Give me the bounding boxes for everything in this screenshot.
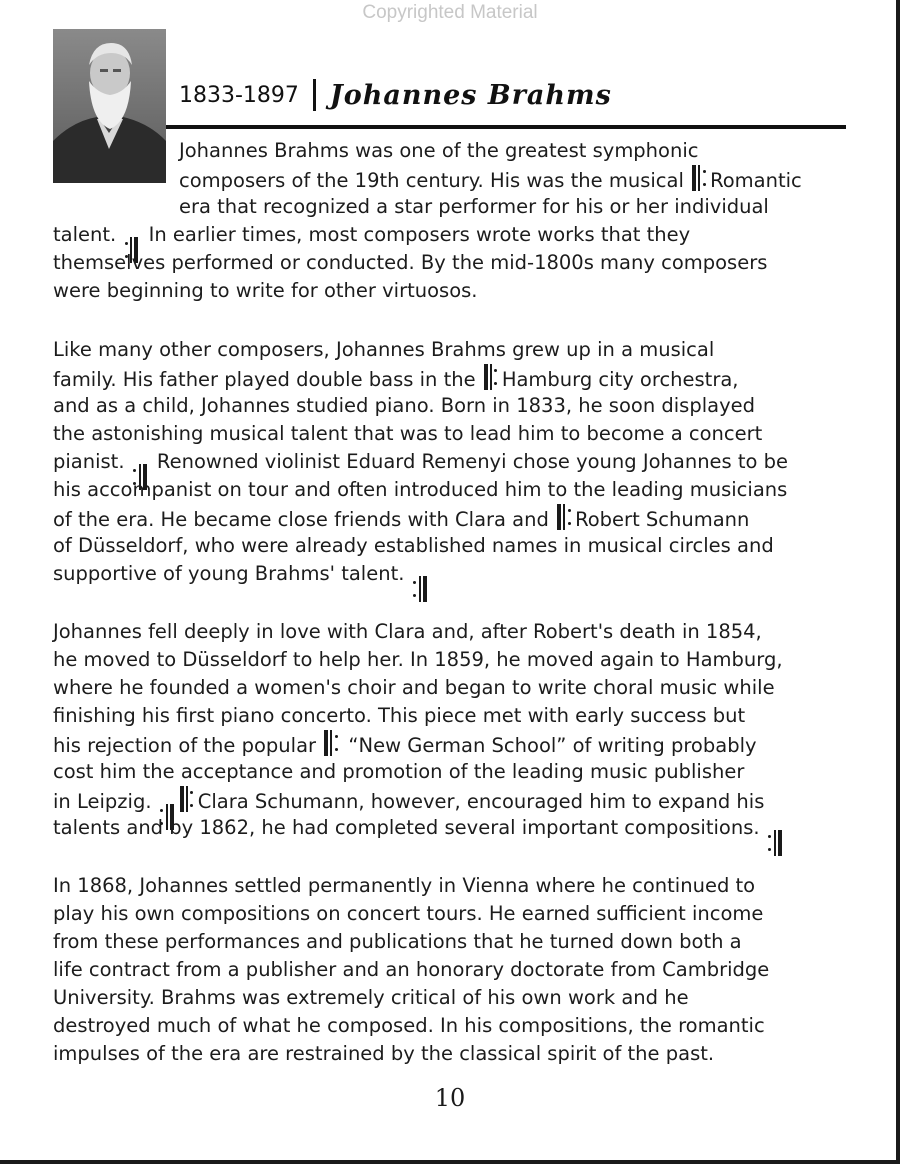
text-run: were beginning to write for other virtuosos. xyxy=(53,279,478,302)
text-line xyxy=(53,532,853,560)
text-run: where he founded a women's choir and began to write choral music while xyxy=(53,676,775,699)
text-line xyxy=(53,249,853,277)
text-line xyxy=(53,420,853,448)
text-line xyxy=(53,928,853,956)
text-run: in Leipzig. xyxy=(53,790,158,813)
text-line xyxy=(53,984,853,1012)
text-run: Romantic xyxy=(710,169,802,192)
repeat-start-sign-icon xyxy=(557,504,573,530)
text-run: pianist. xyxy=(53,450,131,473)
text-line xyxy=(53,336,853,364)
heading-divider xyxy=(313,79,316,111)
text-run: composers of the 19th century. His was the musical xyxy=(179,169,691,192)
text-run: Hamburg city orchestra, xyxy=(501,368,739,391)
text-run: from these performances and publications that he turned down both a xyxy=(53,930,742,953)
text-line xyxy=(53,814,853,842)
text-line xyxy=(53,702,853,730)
text-run: University. Brahms was extremely critical of his own work and he xyxy=(53,986,689,1009)
biography-paragraph-1 xyxy=(53,137,853,305)
text-run: destroyed much of what he composed. In his compositions, the romantic xyxy=(53,1014,765,1037)
text-run: supportive of young Brahms' talent. xyxy=(53,562,411,585)
text-line xyxy=(53,165,853,193)
text-line xyxy=(53,956,853,984)
text-line xyxy=(53,193,853,221)
repeat-end-sign-icon xyxy=(413,576,429,602)
text-run: In earlier times, most composers wrote works that they xyxy=(142,223,691,246)
text-run: his rejection of the popular xyxy=(53,734,323,757)
biography-paragraph-2 xyxy=(53,336,853,588)
repeat-start-sign-icon xyxy=(324,730,340,756)
repeat-start-sign-icon xyxy=(484,364,500,390)
text-run: of the era. He became close friends with Clara and xyxy=(53,508,556,531)
text-run: finishing his first piano concerto. This piece met with early success but xyxy=(53,704,746,727)
text-run: talent. xyxy=(53,223,123,246)
text-line xyxy=(53,786,853,814)
repeat-start-sign-icon xyxy=(180,786,196,812)
text-run: In 1868, Johannes settled permanently in Vienna where he continued to xyxy=(53,874,756,897)
text-run: Johannes fell deeply in love with Clara and, after Robert's death in 1854, xyxy=(53,620,762,643)
text-line xyxy=(53,618,853,646)
text-run: “New German School” of writing probably xyxy=(342,734,757,757)
text-line xyxy=(53,221,853,249)
text-line xyxy=(53,646,853,674)
biography-paragraph-4 xyxy=(53,872,853,1068)
text-run: he moved to Düsseldorf to help her. In 1859, he moved again to Hamburg, xyxy=(53,648,783,671)
text-line xyxy=(53,1012,853,1040)
page-heading xyxy=(179,70,612,120)
text-run: life contract from a publisher and an honorary doctorate from Cambridge xyxy=(53,958,770,981)
text-run: and as a child, Johannes studied piano. Born in 1833, he soon displayed xyxy=(53,394,755,417)
heading-rule xyxy=(166,125,846,129)
text-line xyxy=(53,560,853,588)
composer-name: Johannes Brahms xyxy=(329,79,612,111)
text-line xyxy=(53,137,853,165)
text-run: play his own compositions on concert tours. He earned sufficient income xyxy=(53,902,764,925)
text-run: his accompanist on tour and often introduced him to the leading musicians xyxy=(53,478,788,501)
text-line xyxy=(53,448,853,476)
text-line xyxy=(53,277,853,305)
text-line xyxy=(53,674,853,702)
text-run: Renowned violinist Eduard Remenyi chose young Johannes to be xyxy=(150,450,789,473)
text-line xyxy=(53,900,853,928)
text-run: themselves performed or conducted. By the mid-1800s many composers xyxy=(53,251,768,274)
biography-paragraph-3 xyxy=(53,618,853,842)
text-run: family. His father played double bass in the xyxy=(53,368,482,391)
text-line xyxy=(53,872,853,900)
text-line xyxy=(53,758,853,786)
text-run: talents and by 1862, he had completed several important compositions. xyxy=(53,816,766,839)
text-run: impulses of the era are restrained by the classical spirit of the past. xyxy=(53,1042,715,1065)
text-run: Like many other composers, Johannes Brahms grew up in a musical xyxy=(53,338,715,361)
text-line xyxy=(53,476,853,504)
repeat-end-sign-icon xyxy=(768,830,784,856)
lifespan-years: 1833-1897 xyxy=(179,82,299,108)
text-line xyxy=(53,1040,853,1068)
text-line xyxy=(53,504,853,532)
text-run: era that recognized a star performer for his or her individual xyxy=(179,195,769,218)
text-run: Clara Schumann, however, encouraged him to expand his xyxy=(197,790,765,813)
text-run: the astonishing musical talent that was to lead him to become a concert xyxy=(53,422,763,445)
repeat-start-sign-icon xyxy=(692,165,708,191)
text-run: Johannes Brahms was one of the greatest symphonic xyxy=(179,139,699,162)
text-line xyxy=(53,364,853,392)
watermark: Copyrighted Material xyxy=(362,2,538,23)
text-run: Robert Schumann xyxy=(575,508,750,531)
text-run: cost him the acceptance and promotion of the leading music publisher xyxy=(53,760,745,783)
page-number: 10 xyxy=(434,1084,466,1112)
text-run: of Düsseldorf, who were already established names in musical circles and xyxy=(53,534,774,557)
text-line xyxy=(53,730,853,758)
text-line xyxy=(53,392,853,420)
